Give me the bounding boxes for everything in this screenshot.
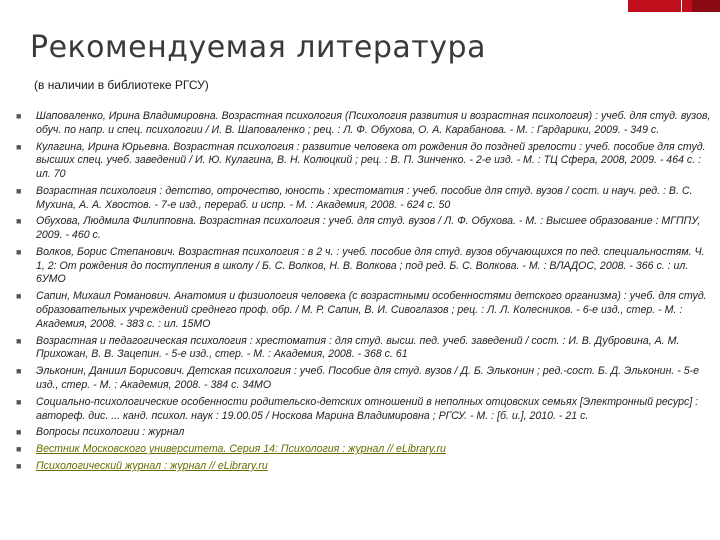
list-item-text: Возрастная психология : детство, отрочество, юность : хрестоматия : учеб. пособие для студ. вузов / сост. и науч. ред. : В. С. Мухина, А. А. Хвостов. - 7-е изд., перераб. и испр. - М. : Академия, 2008. - 624 с. 50	[36, 184, 693, 211]
list-item	[16, 443, 714, 457]
bullet-icon: ■	[16, 396, 22, 407]
reference-list	[16, 110, 714, 477]
list-item	[16, 396, 714, 423]
list-item	[16, 110, 714, 137]
header-accent-divider	[681, 0, 682, 20]
link-psych-journal[interactable]: Психологический журнал : журнал // eLibrary.ru	[36, 460, 268, 473]
bullet-icon: ■	[16, 427, 22, 438]
bullet-icon: ■	[16, 366, 22, 377]
list-item-text: Волков, Борис Степанович. Возрастная психология : в 2 ч. : учеб. пособие для студ. вузов обучающихся по пед. специальностям. Ч. 1, 2: От рождения до поступления в школу / Б. С. Волков, Н. В. Волкова ; под ред. Б. С. Волкова. - М. : ВЛАДОС, 2008. - 366 с. : ил. 6УМО	[36, 246, 705, 286]
bullet-icon: ■	[16, 216, 22, 227]
list-item	[16, 141, 714, 182]
page-title: Рекомендуемая литература	[30, 30, 486, 65]
list-item	[16, 365, 714, 392]
list-item-text: Кулагина, Ирина Юрьевна. Возрастная психология : развитие человека от рождения до поздней зрелости : учеб. пособие для студ. высших спец. учеб. заведений / И. Ю. Кулагина, В. Н. Колюцкий ; рец. : В. П. Зинченко. - 2-е изд. - М. : ТЦ Сфера, 2008, 2009. - 464 с. : ил. 70	[36, 140, 706, 180]
bullet-icon: ■	[16, 335, 22, 346]
list-item-text: Обухова, Людмила Филипповна. Возрастная психология : учеб. для студ. вузов / Л. Ф. Обухова. - М. : Высшее образование : МГППУ, 2009. - 460 с.	[36, 215, 701, 242]
list-item	[16, 185, 714, 212]
list-item-text: Шаповаленко, Ирина Владимировна. Возрастная психология (Психология развития и возрастная психология) : учеб. для студ. вузов, обуч. по напр. и спец. психологии / И. В. Шаповаленко ; рец. : Л. Ф. Обухова, О. А. Карабанова. - М. : Гардарики, 2009. - 349 с.	[36, 110, 711, 136]
list-item	[16, 215, 714, 242]
page-subtitle: (в наличии в библиотеке РГСУ)	[34, 78, 209, 92]
bullet-icon: ■	[16, 461, 22, 472]
bullet-icon: ■	[16, 291, 22, 302]
list-item	[16, 460, 714, 474]
list-item-text: Эльконин, Даниил Борисович. Детская психология : учеб. Пособие для студ. вузов / Д. Б. Эльконин ; ред.-сост. Б. Д. Эльконин. - 5-е изд., стер. - М. : Академия, 2008. - 384 с. 34МО	[36, 365, 700, 391]
link-vestnik-msu[interactable]: Вестник Московского университета. Серия 14: Психология : журнал // eLibrary.ru	[36, 443, 446, 456]
list-item	[16, 335, 714, 362]
bullet-icon: ■	[16, 247, 22, 258]
bullet-icon: ■	[16, 185, 22, 196]
bullet-icon: ■	[16, 444, 22, 455]
list-item-text: Социально-психологические особенности родительско-детских отношений в неполных отцовских семьях [Электронный ресурс] : автореф. дис. ... канд. психол. наук : 19.00.05 / Носкова Марина Владимировна ; РГСУ. - М. : [б. и.], 2010. - 21 с.	[36, 395, 699, 422]
list-item	[16, 290, 714, 331]
header-accent-bar-red	[628, 0, 692, 12]
list-item	[16, 426, 714, 440]
header-accent-bar-dark	[692, 0, 720, 12]
list-item-text: Вопросы психологии : журнал	[36, 426, 185, 439]
bullet-icon: ■	[16, 111, 22, 121]
list-item-text: Возрастная и педагогическая психология : хрестоматия : для студ. высш. пед. учеб. заведений / сост. : И. В. Дубровина, А. М. Прихожан, В. В. Зацепин. - 5-е изд., стер. - М. : Академия, 2008. - 368 с. 61	[36, 334, 680, 361]
list-item	[16, 246, 714, 287]
bullet-icon: ■	[16, 141, 22, 152]
list-item-text: Сапин, Михаил Романович. Анатомия и физиология человека (с возрастными особенностями детского организма) : учеб. для студ. образовательных учреждений среднего проф. обр. / М. Р. Сапин, В. И. Сивоглазов ; рец. : Л. Л. Колесников. - 6-е изд., стер. - М. : Академия, 2008. - 383 с. : ил. 15МО	[36, 290, 707, 330]
